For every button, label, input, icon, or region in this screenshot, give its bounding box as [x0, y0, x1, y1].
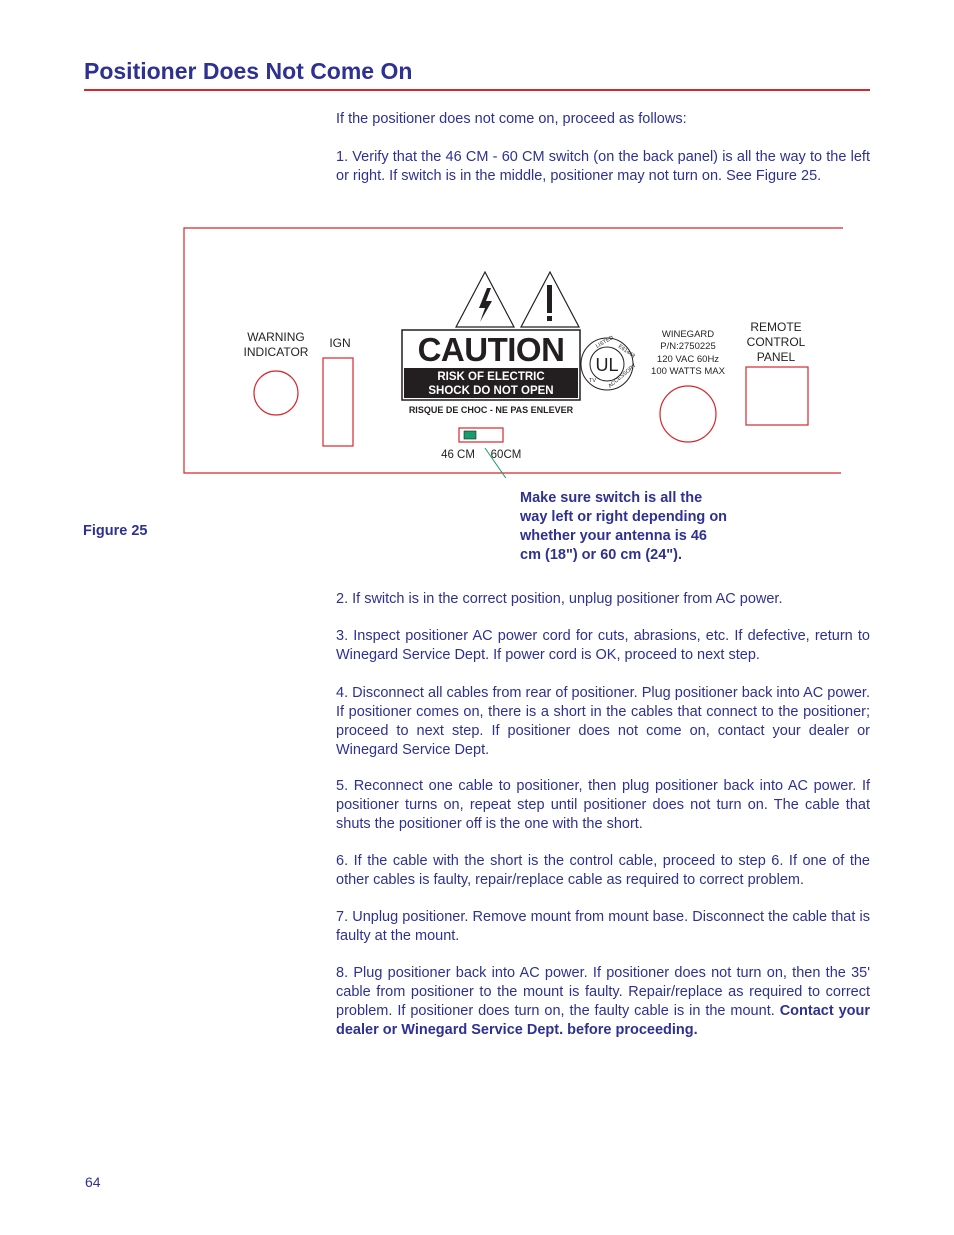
ign-label: IGN [329, 336, 351, 350]
step-4: 4. Disconnect all cables from rear of positioner. Plug positioner back into AC power. If positioner comes on, there is a short in the cables that connect to the positioner; proceed to next step. If positioner does not come on, contact your dealer or Winegard Service Dept. [336, 685, 870, 758]
caution-french: RISQUE DE CHOC - NE PAS ENLEVER [408, 405, 574, 415]
remote-label-1: REMOTE [750, 320, 802, 334]
warning-indicator-label-1: WARNING [247, 330, 305, 344]
step-7: 7. Unplug positioner. Remove mount from mount base. Disconnect the cable that is faulty at the mount. [336, 909, 870, 944]
winegard-label-4: 100 WATTS MAX [651, 366, 725, 377]
title-rule [84, 89, 870, 91]
step-6: 6. If the cable with the short is the control cable, proceed to step 6. If one of the other cables is faulty, repair/replace cable as required to correct problem. [336, 853, 870, 888]
intro-paragraph: If the positioner does not come on, proceed as follows: [336, 111, 687, 127]
power-cord-port [660, 386, 716, 442]
step-1: 1. Verify that the 46 CM - 60 CM switch (on the back panel) is all the way to the left or right. If switch is in the middle, positioner may not turn on. See Figure 25. [336, 149, 870, 184]
step-3: 3. Inspect positioner AC power cord for cuts, abrasions, etc. If defective, return to Winegard Service Dept. If power cord is OK, proceed to next step. [336, 628, 870, 663]
caution-word: CAUTION [417, 331, 565, 368]
electric-shock-triangle-icon [456, 272, 514, 327]
step-5: 5. Reconnect one cable to positioner, then plug positioner back into AC power. If positioner turns on, repeat step until positioner does not turn on. The cable that shuts the positioner off is the one with the short. [336, 778, 870, 832]
figure-label: Figure 25 [83, 523, 148, 539]
step-8-text: 8. Plug positioner back into AC power. If positioner does not turn on, then the 35' cable from positioner to the mount is faulty. Repair/replace as required to correct problem. If positioner does turn on, the faulty cable is in the mount. [336, 965, 870, 1019]
ul-ring-bottom: ACCESSORY [607, 362, 638, 390]
ign-slot [323, 358, 353, 446]
warning-indicator-lamp [254, 371, 298, 415]
step-8 [336, 964, 870, 1040]
ul-ring-right: E61448 [616, 343, 636, 360]
remote-label-3: PANEL [756, 350, 796, 364]
ul-ring-top: LISTED [595, 334, 615, 350]
page-number: 64 [85, 1174, 101, 1190]
page-title: Positioner Does Not Come On [84, 58, 413, 84]
winegard-label-1: WINEGARD [661, 329, 715, 340]
remote-label-2: CONTROL [746, 335, 806, 349]
warning-indicator-label-2: INDICATOR [243, 345, 309, 359]
caution-line-2: SHOCK DO NOT OPEN [428, 385, 554, 397]
switch-left-label: 46 CM [441, 449, 475, 461]
step-8-emphasis: Contact your dealer or Winegard Service Dept. before proceeding. [336, 1003, 871, 1038]
exclamation-triangle-icon [521, 272, 579, 327]
switch-right-label: 60CM [490, 449, 522, 461]
step-2: 2. If switch is in the correct position, unplug positioner from AC power. [336, 591, 783, 607]
winegard-label-2: P/N:2750225 [660, 341, 716, 352]
back-panel-figure [180, 222, 850, 478]
caution-line-1: RISK OF ELECTRIC [437, 371, 545, 383]
size-switch-knob [464, 431, 476, 439]
ul-letters: UL [595, 355, 619, 375]
caution-label [402, 330, 580, 400]
ul-ring-left: TV [589, 378, 597, 384]
ul-listed-mark [581, 335, 638, 390]
remote-control-port [746, 367, 808, 425]
switch-callout: Make sure switch is all the way left or right depending on whether your antenna is 46 cm (18") or 60 cm (24"). [520, 490, 728, 563]
winegard-label-3: 120 VAC 60Hz [656, 354, 720, 365]
